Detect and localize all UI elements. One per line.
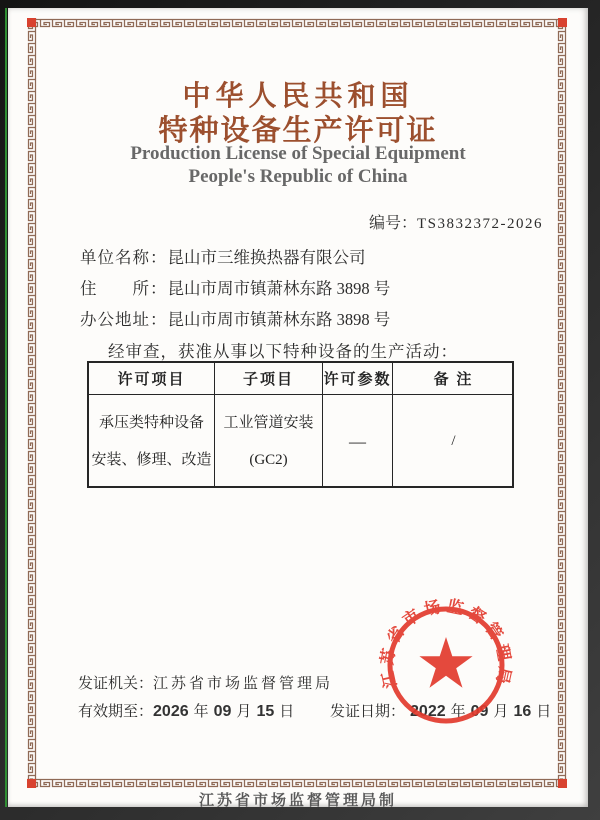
title-cn-line1: 中华人民共和国 <box>182 80 414 111</box>
month-unit: 月 <box>236 704 252 720</box>
approval-note: 经审查，获准从事以下特种设备的生产活动： <box>108 342 458 361</box>
field-value: 昆山市三维换热器有限公司 <box>167 248 366 267</box>
license-table <box>87 361 514 488</box>
field-value: 昆山市周市镇萧林东路 3898 号 <box>167 310 391 329</box>
table-header-project: 许可项目 <box>89 363 214 395</box>
month-unit: 月 <box>493 704 509 720</box>
border-corner-top-left <box>27 18 36 27</box>
border-corner-bottom-left <box>27 779 36 788</box>
field-label: 单位名称： <box>80 248 168 267</box>
title-cn-line2: 特种设备生产许可证 <box>158 115 438 147</box>
table-cell-parameters: — <box>322 395 392 488</box>
project-line2: 安装、修理、改造 <box>91 451 212 468</box>
table-cell-subproject <box>214 395 322 488</box>
field-label: 住 所： <box>80 279 168 298</box>
valid-year: 2026 <box>153 703 189 720</box>
field-office-address <box>80 306 390 330</box>
border-corner-top-right <box>558 18 567 27</box>
license-number-line <box>369 210 543 233</box>
license-number-label: 编号： <box>368 215 417 232</box>
year-unit: 年 <box>193 704 209 720</box>
border-top-strip <box>27 18 567 28</box>
table-header-subproject: 子项目 <box>214 363 322 395</box>
issuer-line <box>78 672 333 693</box>
certificate-page <box>8 8 588 807</box>
border-bottom-strip <box>27 778 567 788</box>
border-corner-bottom-right <box>558 779 567 788</box>
field-label: 办公地址： <box>80 310 168 329</box>
project-line1: 承压类特种设备 <box>98 414 204 431</box>
issue-date-label: 发证日期： <box>330 704 406 720</box>
subproject-line2: (GC2) <box>249 451 288 468</box>
table-cell-project <box>89 395 214 488</box>
day-unit: 日 <box>279 704 295 720</box>
subproject-line1: 工业管道安装 <box>223 414 314 431</box>
issuer-value: 江苏省市场监督管理局 <box>153 676 334 692</box>
valid-until-line <box>78 700 294 721</box>
table-cell-remark: / <box>392 395 514 488</box>
issue-year: 2022 <box>410 703 446 720</box>
footer-printer-note: 江苏省市场监督管理局制 <box>198 792 397 809</box>
valid-until-label: 有效期至： <box>78 704 154 720</box>
day-unit: 日 <box>536 704 552 720</box>
valid-month: 09 <box>213 703 232 720</box>
issue-month: 09 <box>470 703 489 720</box>
issuer-label: 发证机关： <box>78 676 154 692</box>
table-header-parameters: 许可参数 <box>322 363 392 395</box>
field-residence <box>80 275 390 299</box>
field-company-name <box>80 244 366 268</box>
year-unit: 年 <box>450 704 466 720</box>
title-en-line2: People's Republic of China <box>188 166 408 187</box>
scan-edge-green-strip <box>5 8 7 807</box>
title-en-line1: Production License of Special Equipment <box>130 143 466 164</box>
seal-arc-text: 江苏省市场监督管理局 <box>378 597 514 690</box>
table-header-remark: 备 注 <box>392 363 514 395</box>
field-value: 昆山市周市镇萧林东路 3898 号 <box>167 279 391 298</box>
valid-day: 15 <box>256 703 275 720</box>
issue-date-line <box>330 700 551 721</box>
issue-day: 16 <box>513 703 532 720</box>
license-number-value: TS3832372-2026 <box>417 216 543 232</box>
